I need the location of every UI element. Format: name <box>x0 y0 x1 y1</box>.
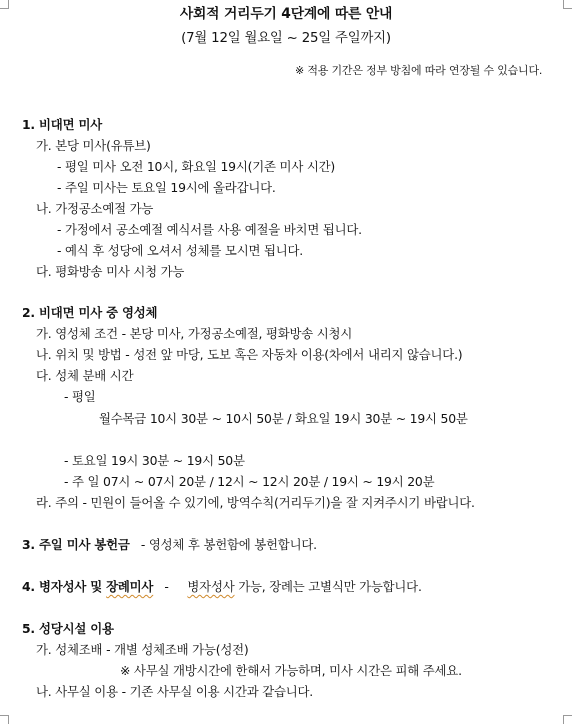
section-1-line: 나. 가정공소예절 가능 <box>36 201 154 216</box>
section-1-line: - 평일 미사 오전 10시, 화요일 19시(기존 미사 시간) <box>57 159 335 174</box>
section-3-heading: 3. 주일 미사 봉헌금 <box>22 537 130 552</box>
section-2-line: - 평일 <box>64 389 96 404</box>
section-2-heading: 2. 비대면 미사 중 영성체 <box>22 305 158 320</box>
section-5-heading: 5. 성당시설 이용 <box>22 621 114 636</box>
section-1-heading: 1. 비대면 미사 <box>22 117 103 132</box>
section-1-line: - 주일 미사는 토요일 19시에 올라갑니다. <box>57 180 276 195</box>
section-4-heading-part: 4. 병자성사 및 <box>22 579 107 594</box>
section-4-text-spellcheck-word: 병자성사 <box>187 579 235 594</box>
section-3-text: - 영성체 후 봉헌함에 봉헌합니다. <box>140 537 317 552</box>
section-4-row <box>22 579 422 595</box>
crop-mark-bottom-left <box>0 715 9 724</box>
section-2-schedule-weekday: 월수목금 10시 30분 ~ 10시 50분 / 화요일 19시 30분 ~ 19시 50분 <box>99 411 468 426</box>
document-title: 사회적 거리두기 4단계에 따른 안내 <box>179 6 393 22</box>
section-1-line: - 가정에서 공소예절 예식서를 사용 예절을 바치면 됩니다. <box>57 222 362 237</box>
section-2-schedule-saturday: - 토요일 19시 30분 ~ 19시 50분 <box>64 453 245 468</box>
section-2-line: 라. 주의 - 민원이 들어올 수 있기에, 방역수칙(거리두기)을 잘 지켜주시기 바랍니다. <box>36 495 475 510</box>
section-2-line: 나. 위치 및 방법 - 성전 앞 마당, 도보 혹은 자동차 이용(차에서 내리지 않습니다.) <box>36 347 463 362</box>
section-3-row <box>22 537 317 553</box>
section-4-heading-spellcheck-word: 장례미사 <box>106 579 154 594</box>
section-2-line: 다. 성체 분배 시간 <box>36 368 134 383</box>
section-1-line: 가. 본당 미사(유튜브) <box>36 138 151 153</box>
section-4-text: 가능, 장례는 고별식만 가능합니다. <box>234 579 422 594</box>
section-2-line: 가. 영성체 조건 - 본당 미사, 가정공소예절, 평화방송 시청시 <box>36 326 353 341</box>
section-1-line: 다. 평화방송 미사 시청 가능 <box>36 264 185 279</box>
section-4-dash: - <box>164 579 169 594</box>
crop-mark-bottom-right <box>563 715 572 724</box>
section-4-heading <box>22 579 153 594</box>
notice-text: ※ 적용 기간은 정부 방침에 따라 연장될 수 있습니다. <box>295 64 543 77</box>
section-2-schedule-sunday: - 주 일 07시 ~ 07시 20분 / 12시 ~ 12시 20분 / 19시 ~ 19시 20분 <box>64 474 435 489</box>
document-subtitle: (7월 12일 월요일 ~ 25일 주일까지) <box>181 31 391 46</box>
section-5-note: ※ 사무실 개방시간에 한해서 가능하며, 미사 시간은 피해 주세요. <box>120 663 462 678</box>
section-1-line: - 예식 후 성당에 오셔서 성체를 모시면 됩니다. <box>57 243 304 258</box>
section-5-line: 나. 사무실 이용 - 기존 사무실 이용 시간과 같습니다. <box>36 684 314 699</box>
section-5-line: 가. 성체조배 - 개별 성체조배 가능(성전) <box>36 642 249 657</box>
